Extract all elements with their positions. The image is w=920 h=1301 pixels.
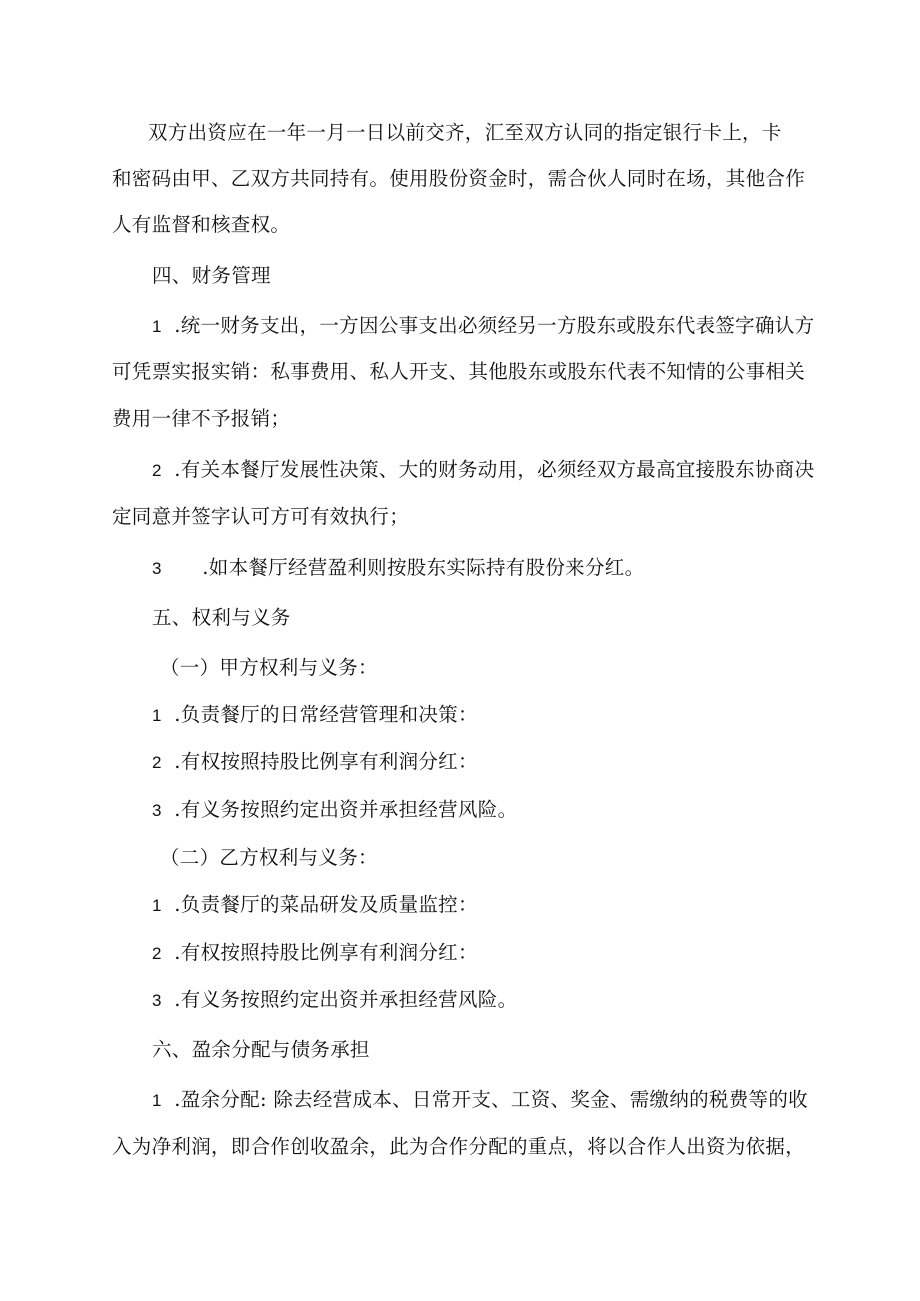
list-number: 3 [152, 991, 162, 1010]
list-number: 1 [152, 1091, 162, 1110]
list-item [152, 892, 478, 919]
list-item [152, 1087, 808, 1114]
paragraph-line: 双方出资应在一年一月一日以前交齐，汇至双方认同的指定银行卡上，卡 [148, 121, 782, 144]
list-item [152, 749, 478, 776]
list-item [152, 555, 644, 582]
list-item [152, 702, 478, 729]
list-item [152, 987, 517, 1014]
list-item-text: .负责餐厅的日常经营管理和决策： [174, 703, 478, 726]
list-item-text: .盈余分配: 除去经营成本、日常开支、工资、奖金、需缴纳的税费等的收 [174, 1088, 808, 1111]
section-heading: 四、财务管理 [152, 264, 271, 287]
list-item-text: .负责餐厅的菜品研发及质量监控： [174, 893, 478, 916]
list-item-text: .有权按照持股比例享有利润分红： [174, 750, 478, 773]
subsection-heading: （一）甲方权利与义务： [160, 656, 378, 679]
paragraph-line: 费用一律不予报销； [112, 407, 291, 430]
list-number: 2 [152, 944, 162, 963]
section-heading: 六、盈余分配与债务承担 [152, 1038, 370, 1061]
paragraph-line: 定同意并签字认可方可有效执行； [112, 505, 410, 528]
list-item [152, 940, 478, 967]
list-item-text: .有义务按照约定出资并承担经营风险。 [174, 988, 518, 1011]
list-item-text: .有权按照持股比例享有利润分红： [174, 941, 478, 964]
list-item [152, 313, 814, 340]
list-number: 3 [152, 801, 162, 820]
list-item-text: .有关本餐厅发展性决策、大的财务动用，必须经双方最高宜接股东协商决 [174, 458, 815, 481]
list-number: 2 [152, 461, 162, 480]
list-item [152, 457, 814, 484]
list-number: 1 [152, 317, 162, 336]
paragraph-line: 和密码由甲、乙双方共同持有。使用股份资金时，需合伙人同时在场，其他合作 [112, 167, 806, 190]
list-number: 1 [152, 706, 162, 725]
list-number: 3 [152, 559, 162, 578]
list-item-text: .有义务按照约定出资并承担经营风险。 [174, 798, 518, 821]
list-number: 1 [152, 896, 162, 915]
list-item [152, 797, 517, 824]
subsection-heading: （二）乙方权利与义务： [160, 846, 378, 869]
paragraph-line: 入为净利润，即合作创收盈余，此为合作分配的重点，将以合作人出资为依据， [112, 1135, 806, 1158]
list-item-text: .统一财务支出，一方因公事支出必须经另一方股东或股东代表签字确认方 [174, 314, 815, 337]
list-item-text: .如本餐厅经营盈利则按股东实际持有股份来分红。 [202, 556, 645, 579]
paragraph-line: 人有监督和核查权。 [112, 213, 291, 236]
section-heading: 五、权利与义务 [152, 606, 291, 629]
list-number: 2 [152, 753, 162, 772]
paragraph-line: 可凭票实报实销：私事费用、私人开支、其他股东或股东代表不知情的公事相关 [112, 360, 806, 383]
